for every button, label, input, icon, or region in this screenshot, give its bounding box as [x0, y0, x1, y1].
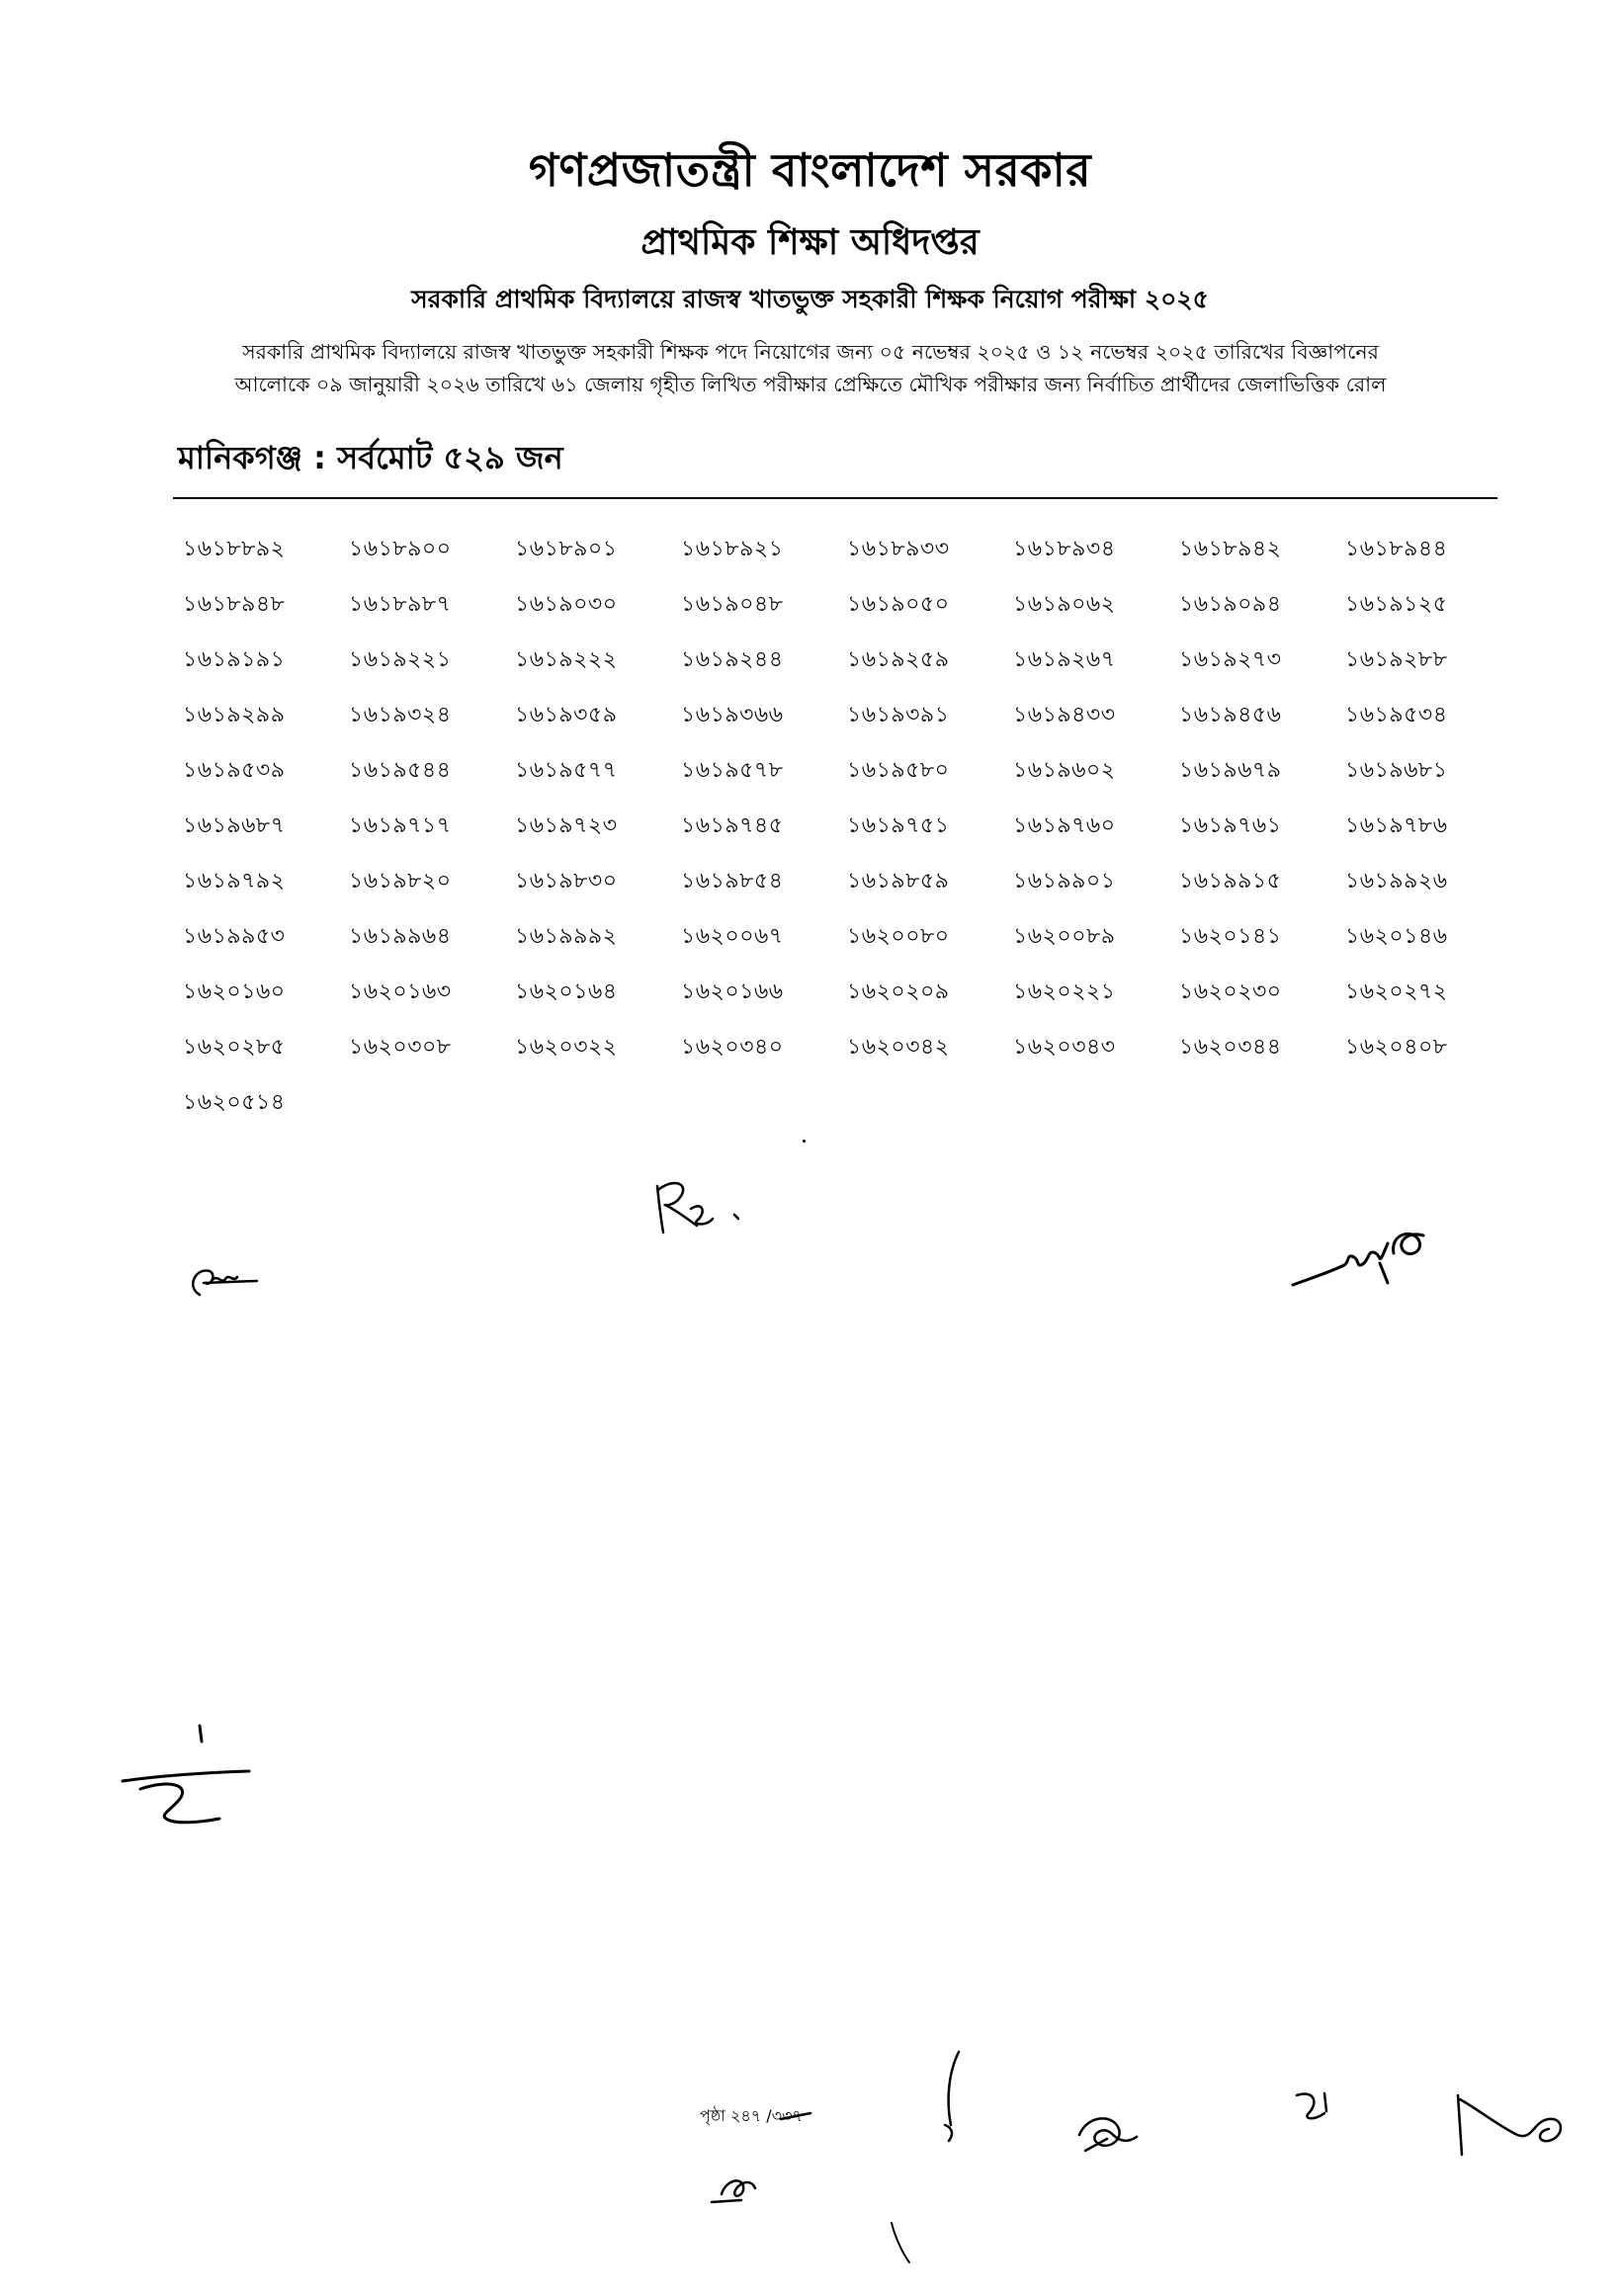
roll-number: ১৬১৯৭৯২: [183, 869, 286, 893]
roll-number: ১৬১৯২৫৯: [847, 647, 950, 672]
roll-number: ১৬২০০৮০: [847, 924, 950, 949]
roll-number: ১৬১৯৬৮৭: [183, 813, 286, 838]
roll-number: ১৬১৯২৪৪: [681, 647, 784, 672]
notice-text: [148, 336, 1473, 401]
roll-number: ১৬২০০৮৯: [1013, 924, 1116, 949]
roll-number: ১৬১৮৯৩৪: [1013, 537, 1116, 561]
roll-number: ১৬১৯৩৯১: [847, 703, 950, 727]
roll-number: ১৬২০৪০৮: [1345, 1035, 1448, 1060]
roll-number-list: [183, 536, 1507, 1145]
roll-number: ১৬১৯২২১: [349, 647, 452, 672]
roll-number: ১৬২০৩৪৪: [1179, 1035, 1282, 1060]
roll-number: ১৬১৯৫৪৪: [349, 758, 452, 783]
roll-number: ১৬১৯৭৫১: [847, 813, 950, 838]
roll-number: ১৬১৮৯০১: [515, 537, 618, 561]
roll-number: ১৬২০২৭২: [1345, 979, 1448, 1004]
roll-number: ১৬১৯১৯১: [183, 647, 286, 672]
roll-number: ১৬১৯৫৮০: [847, 758, 950, 783]
roll-number: ১৬১৯৩৫৯: [515, 703, 618, 727]
roll-number: ১৬১৯৭২৩: [515, 813, 618, 838]
roll-number: ১৬১৯৯১৫: [1179, 869, 1282, 893]
roll-number: ১৬১৯৬৮১: [1345, 758, 1448, 783]
signature-footer-mark-2: [1067, 2095, 1147, 2165]
roll-number: ১৬১৯০৯৪: [1179, 592, 1282, 617]
roll-number: ১৬১৯৩৬৬: [681, 703, 784, 727]
heading-rule: [173, 497, 1497, 499]
roll-number: ১৬১৯২৮৮: [1345, 647, 1448, 672]
roll-number: ১৬২০২২১: [1013, 979, 1116, 1004]
government-title: গণপ্রজাতন্ত্রী বাংলাদেশ সরকার: [528, 143, 1092, 197]
roll-number: ১৬১৮৯৪৪: [1345, 537, 1448, 561]
roll-number: ১৬১৯৩২৪: [349, 703, 452, 727]
signature-footer-mark-4: [1438, 2085, 1577, 2174]
roll-number: ১৬১৯৫৭৭: [515, 758, 618, 783]
district-heading: মানিকগঞ্জ : সর্বমোট ৫২৯ জন: [178, 439, 563, 476]
signature-footer-stroke: [886, 2219, 915, 2268]
roll-number: ১৬১৯০৪৮: [681, 592, 784, 617]
notice-line-2: আলোকে ০৯ জানুয়ারী ২০২৬ তারিখে ৬১ জেলায় গৃহীত লিখিত পরীক্ষার প্রেক্ষিতে মৌখিক পরীক্ষার জন্য নির্বাচিত প্রার্থীদের জেলাভিত্তিক রোল: [234, 373, 1387, 396]
roll-number: ১৬১৯৭৮৬: [1345, 813, 1448, 838]
page-number: পৃষ্ঠা ২৪৭ /৩৩৭: [700, 2106, 803, 2125]
notice-line-1: সরকারি প্রাথমিক বিদ্যালয়ে রাজস্ব খাতভুক্ত সহকারী শিক্ষক পদে নিয়োগের জন্য ০৫ নভেম্বর ২০২৫ ও ১২ নভেম্বর ২০২৫ তারিখের বিজ্ঞাপনের: [242, 340, 1379, 364]
roll-number: ১৬১৯৭৬০: [1013, 813, 1116, 838]
roll-number: ১৬১৯২৬৭: [1013, 647, 1116, 672]
roll-number: ১৬১৯৮২০: [349, 869, 452, 893]
stray-dot: [803, 1140, 806, 1143]
roll-number: ১৬২০৩৪৩: [1013, 1035, 1116, 1060]
roll-number: ১৬১৮৯৩৩: [847, 537, 950, 561]
roll-number: ১৬১৮৯৮৭: [349, 592, 452, 617]
roll-number: ১৬১৯৯৬৪: [349, 924, 452, 949]
roll-number: ১৬২০৩৪০: [681, 1035, 784, 1060]
roll-number: ১৬২০৫১৪: [183, 1090, 286, 1115]
roll-number: ১৬২০১৪৬: [1345, 924, 1448, 949]
signature-right: [1285, 1214, 1473, 1303]
roll-number: ১৬১৯৭১৭: [349, 813, 452, 838]
roll-number: ১৬১৮৯০০: [349, 537, 452, 561]
roll-number: ১৬১৯৬৭৯: [1179, 758, 1282, 783]
roll-number: ১৬২০২৩০: [1179, 979, 1282, 1004]
roll-number: ১৬২০১৪১: [1179, 924, 1282, 949]
roll-number: ১৬১৯০৩০: [515, 592, 618, 617]
roll-number: ১৬২০৩৪২: [847, 1035, 950, 1060]
roll-number: ১৬২০০৬৭: [681, 924, 784, 949]
roll-number: ১৬২০১৬৪: [515, 979, 618, 1004]
roll-number: ১৬২০৩০৮: [349, 1035, 452, 1060]
signature-initial-lower-left: [111, 1720, 259, 1838]
roll-number: ১৬১৮৮৯২: [183, 537, 286, 561]
roll-number: ১৬১৯৭৪৫: [681, 813, 784, 838]
roll-number: ১৬১৯৯৫৩: [183, 924, 286, 949]
directorate-title: প্রাথমিক শিক্ষা অধিদপ্তর: [640, 222, 980, 263]
roll-number: ১৬১৯৯০১: [1013, 869, 1116, 893]
roll-number: ১৬১৯৮৩০: [515, 869, 618, 893]
roll-number: ১৬১৯৬০২: [1013, 758, 1116, 783]
roll-number: ১৬১৮৯৪৮: [183, 592, 286, 617]
roll-number: ১৬২০৩২২: [515, 1035, 618, 1060]
roll-number: ১৬১৯২২২: [515, 647, 618, 672]
roll-number: ১৬১৮৯৪২: [1179, 537, 1282, 561]
roll-number: ১৬১৯৭৬১: [1179, 813, 1282, 838]
roll-number: ১৬২০১৬০: [183, 979, 286, 1004]
roll-number: ১৬১৯৯২৬: [1345, 869, 1448, 893]
signature-footer-mark-3: [1285, 2083, 1344, 2133]
signature-footer-mark-1: [937, 2046, 977, 2155]
roll-number: ১৬১৯০৬২: [1013, 592, 1116, 617]
roll-number: ১৬১৯১২৫: [1345, 592, 1448, 617]
roll-number: ১৬১৯২৯৯: [183, 703, 286, 727]
roll-number: ১৬১৮৯২১: [681, 537, 784, 561]
signature-left: [178, 1257, 267, 1307]
roll-number: ১৬২০১৬৩: [349, 979, 452, 1004]
roll-number: ১৬২০২০৯: [847, 979, 950, 1004]
signature-footer-page: [682, 2095, 880, 2214]
roll-number: ১৬২০২৮৫: [183, 1035, 286, 1060]
roll-number: ১৬১৯২৭৩: [1179, 647, 1282, 672]
signature-initial-center: [647, 1171, 766, 1240]
roll-number: ১৬১৯৪৩৩: [1013, 703, 1116, 727]
roll-number: ১৬১৯৪৫৬: [1179, 703, 1282, 727]
exam-title: সরকারি প্রাথমিক বিদ্যালয়ে রাজস্ব খাতভুক্ত সহকারী শিক্ষক নিয়োগ পরীক্ষা ২০২৫: [411, 285, 1209, 313]
roll-number: ১৬১৯৫৭৮: [681, 758, 784, 783]
roll-number: ১৬১৯৫৩৯: [183, 758, 286, 783]
roll-number: ১৬১৯০৫০: [847, 592, 950, 617]
roll-number: ১৬১৯৮৫৯: [847, 869, 950, 893]
roll-number: ১৬১৯৯৯২: [515, 924, 618, 949]
roll-number: ১৬২০১৬৬: [681, 979, 784, 1004]
roll-number: ১৬১৯৫৩৪: [1345, 703, 1448, 727]
roll-number: ১৬১৯৮৫৪: [681, 869, 784, 893]
